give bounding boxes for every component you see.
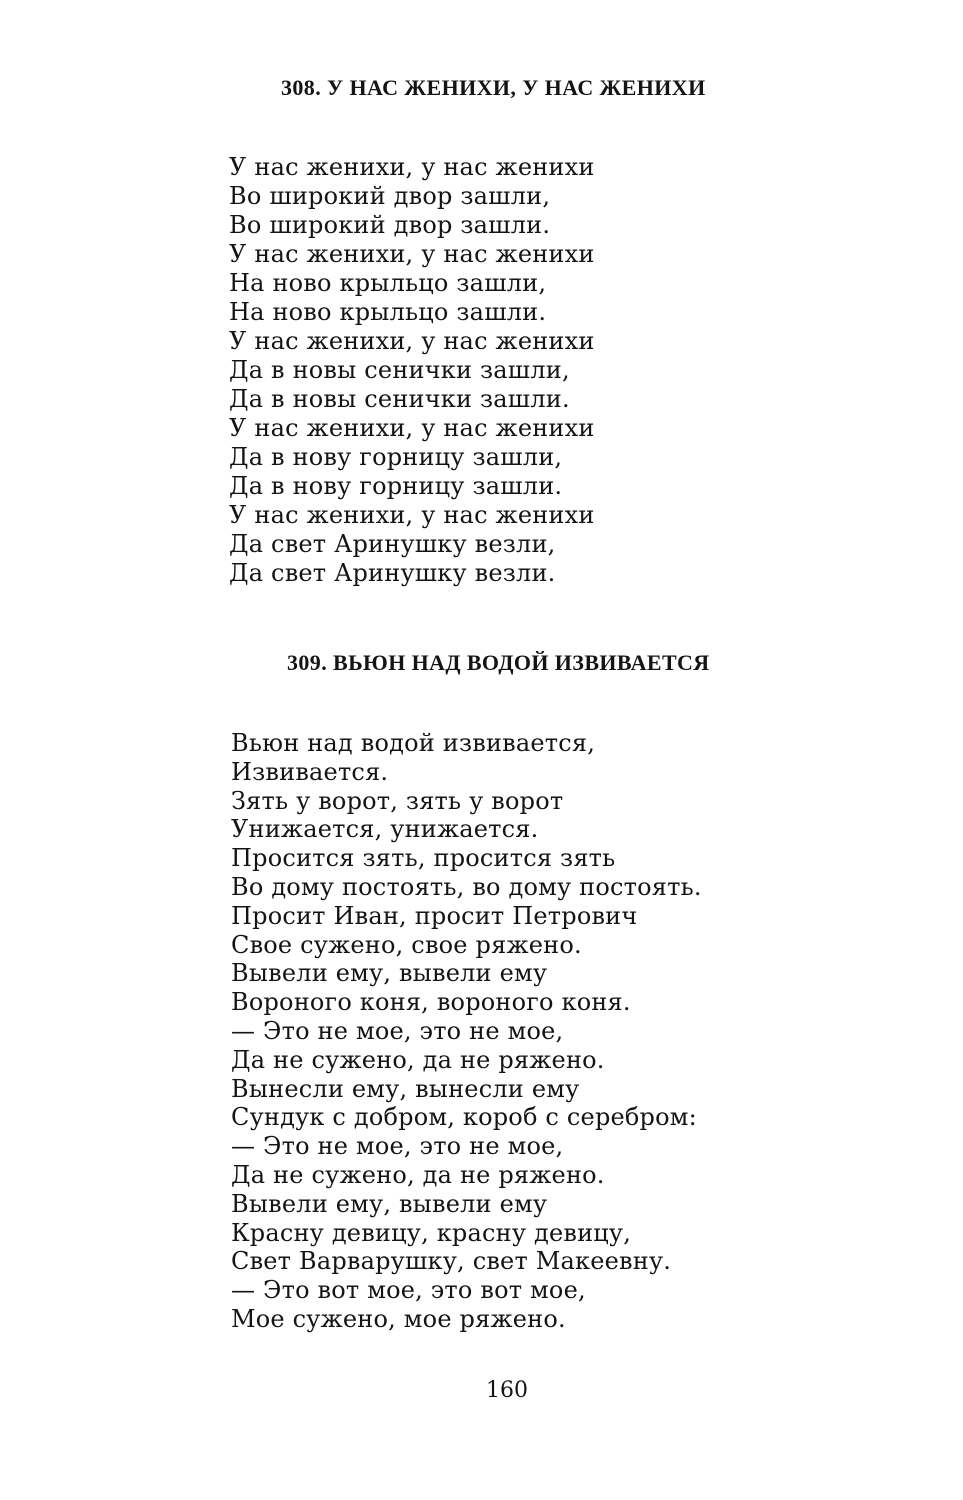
verse-line: Вынесли ему, вынесли ему [231, 1074, 580, 1103]
verse-line: Просится зять, просится зять [231, 844, 616, 873]
verse-line: Мое сужено, мое ряжено. [231, 1304, 566, 1333]
verse-line: Свет Варварушку, свет Макеевну. [231, 1247, 672, 1276]
verse-line: Да свет Аринушку везли. [229, 559, 556, 587]
song-verse [229, 153, 595, 588]
verse-line: Извивается. [231, 757, 389, 786]
verse-line: У нас женихи, у нас женихи [229, 414, 595, 442]
verse-line: — Это вот мое, это вот мое, [231, 1276, 586, 1305]
verse-line: У нас женихи, у нас женихи [229, 327, 595, 355]
verse-line: У нас женихи, у нас женихи [229, 240, 595, 268]
song-verse [231, 729, 702, 1334]
verse-line: Вьюн над водой извивается, [231, 729, 596, 757]
verse-line: Да свет Аринушку везли, [229, 530, 556, 558]
verse-line: Да в нову горницу зашли, [229, 443, 563, 471]
verse-line: На ново крыльцо зашли, [229, 269, 547, 297]
verse-line: Да не сужено, да не ряжено. [231, 1045, 605, 1074]
song-title: 308. У НАС ЖЕНИХИ, У НАС ЖЕНИХИ [281, 75, 706, 100]
verse-line: Во широкий двор зашли, [229, 182, 551, 210]
verse-line: На ново крыльцо зашли. [229, 298, 547, 326]
verse-line: Да в новы сенички зашли. [229, 385, 570, 413]
verse-line: Сундук с добром, короб с серебром: [231, 1103, 697, 1132]
verse-line: Унижается, унижается. [231, 815, 539, 844]
verse-line: Да в нову горницу зашли. [229, 472, 563, 500]
verse-line: — Это не мое, это не мое, [231, 1016, 564, 1045]
verse-line: Вороного коня, вороного коня. [231, 988, 631, 1017]
verse-line: Да в новы сенички зашли, [229, 356, 570, 384]
verse-line: Просит Иван, просит Петрович [231, 901, 638, 930]
verse-line: Да не сужено, да не ряжено. [231, 1160, 605, 1189]
verse-line: У нас женихи, у нас женихи [229, 153, 595, 181]
verse-line: Свое сужено, свое ряжено. [231, 930, 582, 959]
verse-line: Зять у ворот, зять у ворот [231, 786, 564, 815]
verse-line: Вывели ему, вывели ему [231, 1189, 548, 1218]
verse-line: Во дому постоять, во дому постоять. [231, 872, 702, 901]
song-title: 309. ВЬЮН НАД ВОДОЙ ИЗВИВАЕТСЯ [287, 650, 710, 675]
verse-line: Красну девицу, красну девицу, [231, 1218, 632, 1247]
verse-line: У нас женихи, у нас женихи [229, 501, 595, 529]
page-number: 160 [486, 1378, 528, 1403]
verse-line: — Это не мое, это не мое, [231, 1132, 564, 1161]
verse-line: Вывели ему, вывели ему [231, 959, 548, 988]
verse-line: Во широкий двор зашли. [229, 211, 551, 239]
